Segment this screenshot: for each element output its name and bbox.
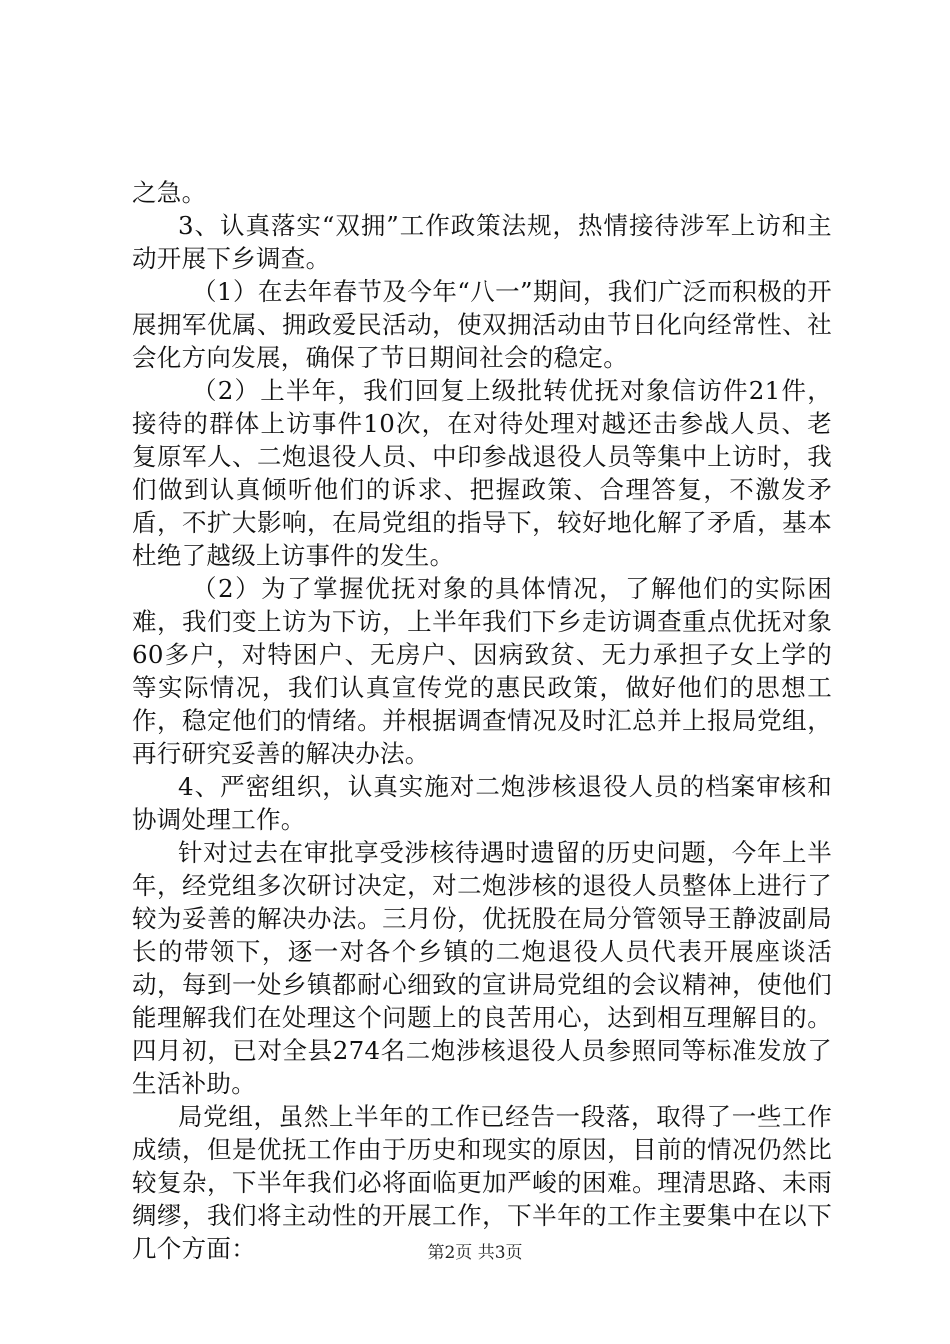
page-footer: 第2页 共3页: [427, 1243, 523, 1263]
paragraph-item-2b: （2）为了掌握优抚对象的具体情况，了解他们的实际困难，我们变上访为下访，上半年我们下乡走访调查重点优抚对象60多户，对特困户、无房户、因病致贫、无力承担子女上学的等实际情况，我们认真宣传党的惠民政策，做好他们的思想工作，稳定他们的情绪。并根据调查情况及时汇总并上报局党组，再行研究妥善的解决办法。: [132, 574, 832, 768]
paragraph-section-4-body: 针对过去在审批享受涉核待遇时遗留的历史问题，今年上半年，经党组多次研讨决定，对二炮涉核的退役人员整体上进行了较为妥善的解决办法。三月份，优抚股在局分管领导王静波副局长的带领下，逐一对各个乡镇的二炮退役人员代表开展座谈活动，每到一处乡镇都耐心细致的宣讲局党组的会议精神，使他们能理解我们在处理这个问题上的良苦用心，达到相互理解目的。四月初，已对全县274名二炮涉核退役人员参照同等标准发放了生活补助。: [132, 838, 832, 1098]
paragraph-section-4-heading: 4、严密组织，认真实施对二炮涉核退役人员的档案审核和协调处理工作。: [132, 772, 832, 834]
paragraph-item-2a: （2）上半年，我们回复上级批转优抚对象信访件21件，接待的群体上访事件10次，在对待处理对越还击参战人员、老复原军人、二炮退役人员、中印参战退役人员等集中上访时，我们做到认真倾听他们的诉求、把握政策、合理答复，不激发矛盾，不扩大影响，在局党组的指导下，较好地化解了矛盾，基本杜绝了越级上访事件的发生。: [132, 376, 832, 570]
paragraph-item-1: （1）在去年春节及今年“八一”期间，我们广泛而积极的开展拥军优属、拥政爱民活动，使双拥活动由节日化向经常性、社会化方向发展，确保了节日期间社会的稳定。: [132, 277, 832, 372]
paragraph-continuation: 之急。: [132, 178, 207, 207]
document-body: [132, 176, 832, 1265]
paragraph-closing: 局党组，虽然上半年的工作已经告一段落，取得了一些工作成绩，但是优抚工作由于历史和现实的原因，目前的情况仍然比较复杂，下半年我们必将面临更加严峻的困难。理清思路、未雨绸缪，我们将主动性的开展工作，下半年的工作主要集中在以下几个方面：: [132, 1102, 832, 1263]
paragraph-section-3-heading: 3、认真落实“双拥”工作政策法规，热情接待涉军上访和主动开展下乡调查。: [132, 211, 832, 273]
